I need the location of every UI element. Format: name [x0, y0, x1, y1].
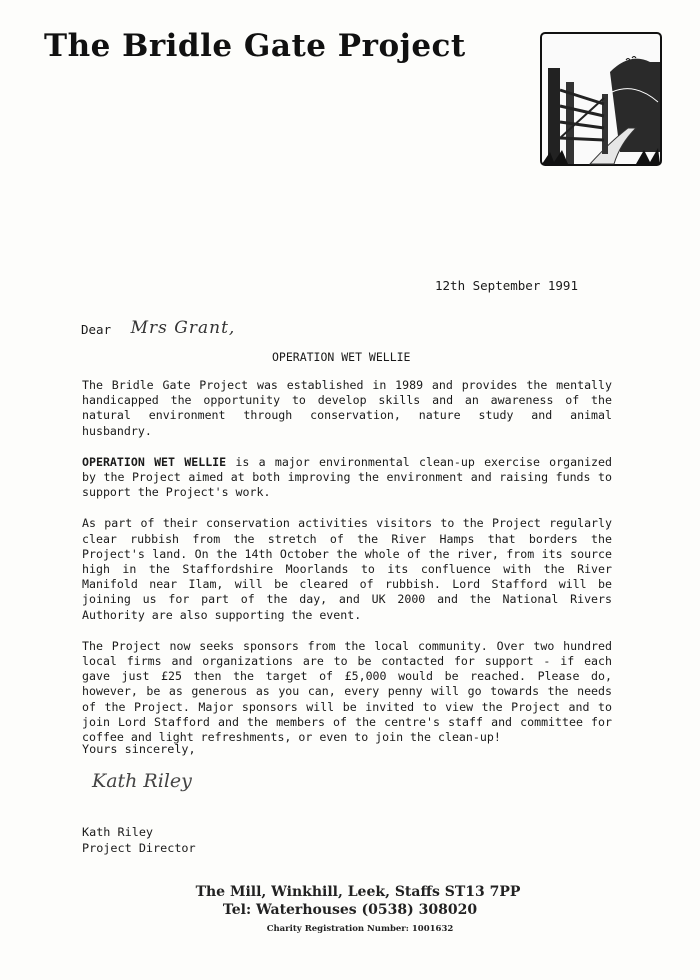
letterhead-title: The Bridle Gate Project [44, 28, 466, 64]
letter-closing: Yours sincerely, [82, 742, 196, 756]
signer-title: Project Director [82, 841, 196, 855]
letter-date: 12th September 1991 [435, 278, 578, 293]
signer-block [82, 824, 196, 856]
footer-charity-number: Charity Registration Number: 1001632 [266, 924, 454, 934]
salutation-dear: Dear [81, 322, 112, 337]
bridle-gate-landscape-icon [540, 32, 662, 166]
letter-footer [0, 884, 700, 934]
footer-telephone: Tel: Waterhouses (0538) 308020 [222, 902, 478, 918]
letter-subject: OPERATION WET WELLIE [272, 350, 411, 364]
signer-name: Kath Riley [82, 825, 154, 839]
salutation [81, 318, 235, 338]
footer-address: The Mill, Winkhill, Leek, Staffs ST13 7PP [195, 884, 521, 900]
body-paragraph: The Bridle Gate Project was established in 1989 and provides the mentally handicapped the opportunity to develop skills and an awareness of the natural environment through conservation, nature study and animal husbandry. [82, 378, 612, 438]
handwritten-signature: Kath Riley [92, 770, 192, 792]
letter-body [82, 378, 612, 761]
body-paragraph: OPERATION WET WELLIE is a major environmental clean-up exercise organized by the Project aimed at both improving the environment and raising funds to support the Project's work. [82, 454, 612, 500]
recipient-handwritten: Mrs Grant, [130, 318, 236, 338]
body-paragraph: The Project now seeks sponsors from the local community. Over two hundred local firms and organizations are to be contacted for support - if each gave just £25 then the target of £5,000 would be reached. Please do, however, be as generous as you can, every penny will go towards the needs of the Project. Major sponsors will be invited to view the Project and to join Lord Stafford and the members of the centre's staff and committee for coffee and light refreshments, or even to join the clean-up! [82, 638, 612, 745]
body-paragraph: As part of their conservation activities visitors to the Project regularly clear rubbish from the stretch of the River Hamps that borders the Project's land. On the 14th October the whole of the river, from its source high in the Staffordshire Moorlands to its confluence with the River Manifold near Ilam, will be cleared of rubbish. Lord Stafford will be joining us for part of the day, and UK 2000 and the National Rivers Authority are also supporting the event. [82, 516, 612, 622]
